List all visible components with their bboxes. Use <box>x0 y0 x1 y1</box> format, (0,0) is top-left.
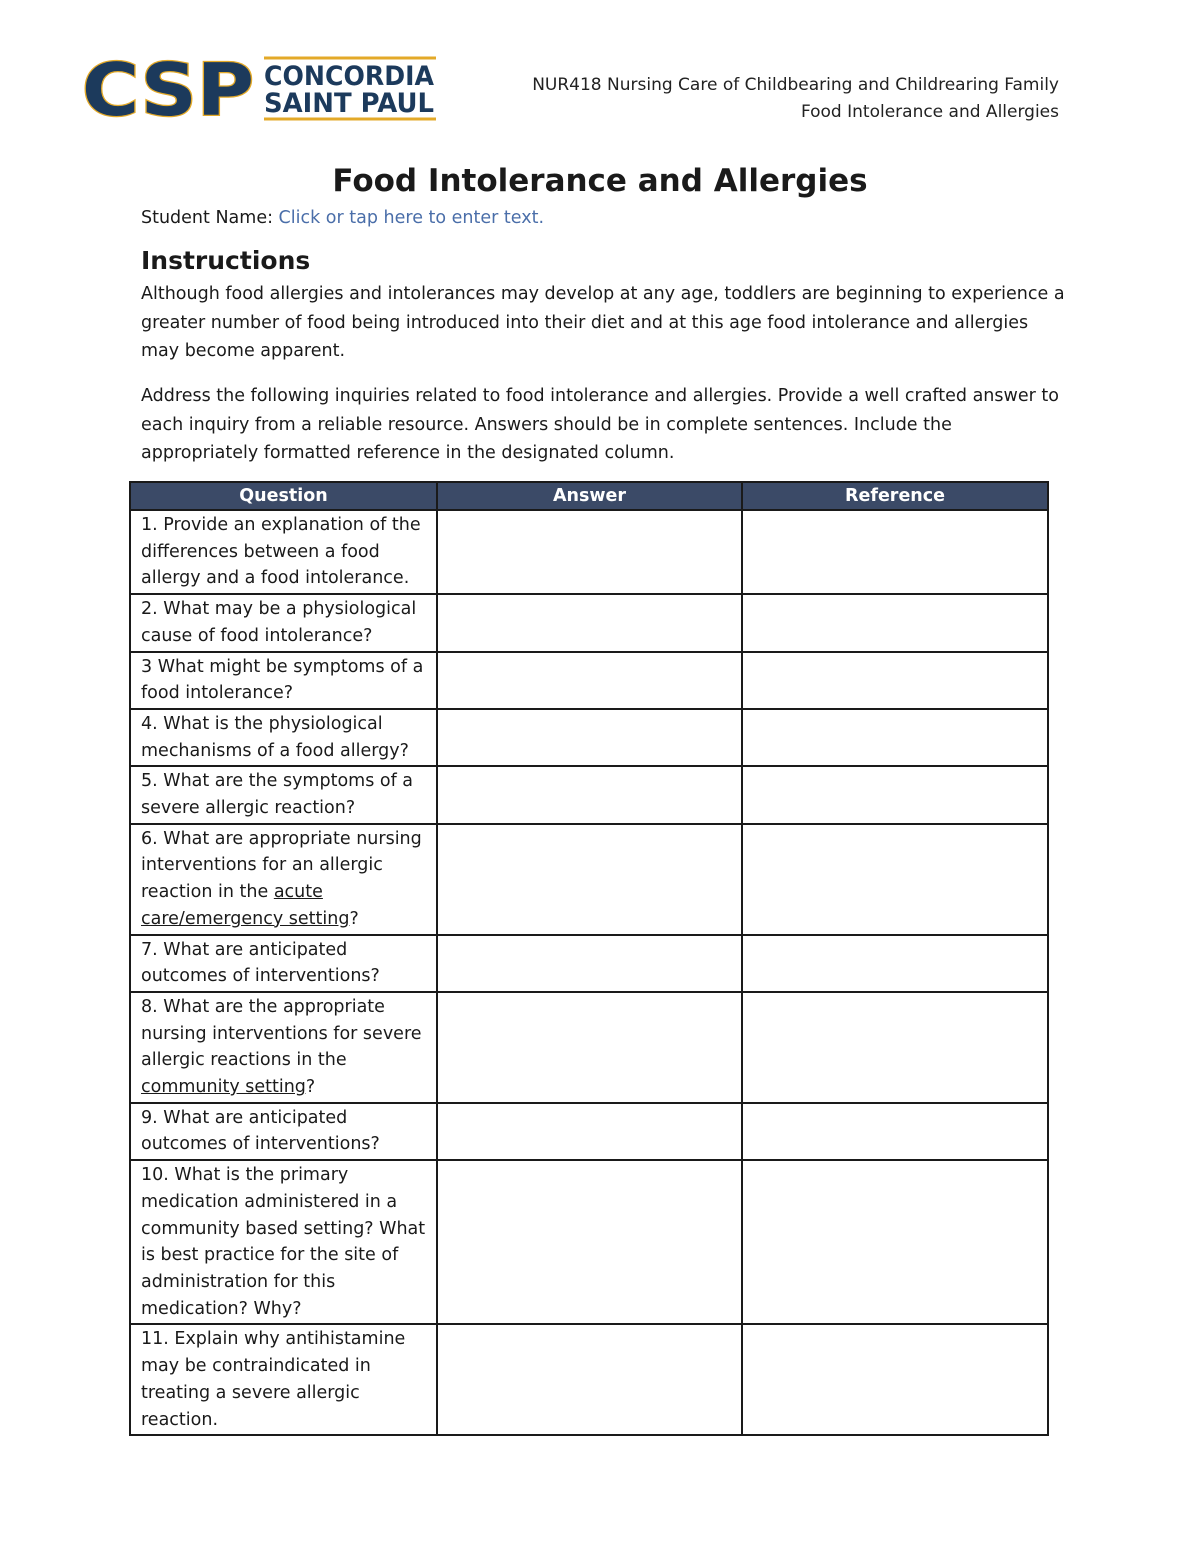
table-row <box>130 709 1048 766</box>
answer-cell[interactable] <box>437 594 742 651</box>
answer-cell[interactable] <box>437 652 742 709</box>
header-subtitle: Food Intolerance and Allergies <box>800 102 1059 122</box>
page-header <box>532 72 1059 126</box>
reference-cell[interactable] <box>742 1103 1048 1160</box>
column-header-answer: Answer <box>437 482 742 510</box>
table-row <box>130 594 1048 651</box>
question-text-end: ? <box>349 908 359 929</box>
answer-cell[interactable] <box>437 992 742 1103</box>
student-name-field[interactable]: Click or tap here to enter text. <box>278 208 545 228</box>
table-row <box>130 935 1048 992</box>
table-row <box>130 510 1048 594</box>
reference-cell[interactable] <box>742 766 1048 823</box>
page-title: Food Intolerance and Allergies <box>332 163 868 199</box>
question-cell: 11. Explain why antihistamine may be contraindicated in treating a severe allergic reaction. <box>130 1324 437 1435</box>
table-row <box>130 1324 1048 1435</box>
question-text: 8. What are the appropriate nursing interventions for severe allergic reactions in the <box>141 996 422 1071</box>
question-text: 6. What are appropriate nursing interventions for an allergic reaction in the <box>141 828 422 903</box>
logo-line-concordia: CONCORDIA <box>264 61 435 92</box>
question-emphasis: acute care/emergency setting <box>141 882 350 929</box>
answer-cell[interactable] <box>437 1160 742 1324</box>
question-cell: 10. What is the primary medication administered in a community based setting? What is best practice for the site of administration for this medication? Why? <box>130 1160 437 1324</box>
column-header-reference: Reference <box>742 482 1048 510</box>
reference-cell[interactable] <box>742 652 1048 709</box>
table-row <box>130 766 1048 823</box>
question-cell: 1. Provide an explanation of the differences between a food allergy and a food intolerance. <box>130 510 437 594</box>
answer-cell[interactable] <box>437 709 742 766</box>
csp-logo <box>82 54 438 122</box>
instructions-heading: Instructions <box>141 246 311 275</box>
answer-cell[interactable] <box>437 1324 742 1435</box>
reference-cell[interactable] <box>742 510 1048 594</box>
student-name-row <box>141 206 544 230</box>
question-emphasis: community setting <box>141 1077 306 1098</box>
table-row <box>130 1160 1048 1324</box>
header-course: NUR418 Nursing Care of Childbearing and Childrearing Family <box>532 75 1059 95</box>
reference-cell[interactable] <box>742 1324 1048 1435</box>
answer-cell[interactable] <box>437 935 742 992</box>
question-cell: 2. What may be a physiological cause of food intolerance? <box>130 594 437 651</box>
question-cell: 9. What are anticipated outcomes of interventions? <box>130 1103 437 1160</box>
reference-cell[interactable] <box>742 709 1048 766</box>
answer-cell[interactable] <box>437 766 742 823</box>
instructions-paragraph-2: Address the following inquiries related to food intolerance and allergies. Provide a well crafted answer to each inquiry from a reliable resource. Answers should be in complete sentences. Include the appropriately formatted reference in the designated column. <box>141 386 1059 463</box>
reference-cell[interactable] <box>742 1160 1048 1324</box>
table-header-row <box>130 482 1048 510</box>
reference-cell[interactable] <box>742 824 1048 935</box>
reference-cell[interactable] <box>742 935 1048 992</box>
column-header-question: Question <box>130 482 437 510</box>
answer-cell[interactable] <box>437 824 742 935</box>
question-cell: 5. What are the symptoms of a severe allergic reaction? <box>130 766 437 823</box>
reference-cell[interactable] <box>742 992 1048 1103</box>
question-text-end: ? <box>305 1077 316 1098</box>
question-cell: 7. What are anticipated outcomes of interventions? <box>130 935 437 992</box>
question-cell <box>130 824 437 935</box>
answer-cell[interactable] <box>437 1103 742 1160</box>
questions-table <box>129 481 1049 1436</box>
instructions-paragraph-1: Although food allergies and intolerances may develop at any age, toddlers are beginning to experience a greater number of food being introduced into their diet and at this age food intolerance and allergies may become apparent. <box>141 284 1065 361</box>
csp-logo-mark: CSP <box>82 54 254 122</box>
table-row <box>130 824 1048 935</box>
question-cell <box>130 992 437 1103</box>
reference-cell[interactable] <box>742 594 1048 651</box>
table-row <box>130 992 1048 1103</box>
question-cell: 3 What might be symptoms of a food intolerance? <box>130 652 437 709</box>
table-row <box>130 652 1048 709</box>
student-name-label: Student Name: <box>141 208 279 228</box>
logo-line-saint-paul: SAINT PAUL <box>264 88 434 119</box>
table-row <box>130 1103 1048 1160</box>
question-cell: 4. What is the physiological mechanisms of a food allergy? <box>130 709 437 766</box>
answer-cell[interactable] <box>437 510 742 594</box>
